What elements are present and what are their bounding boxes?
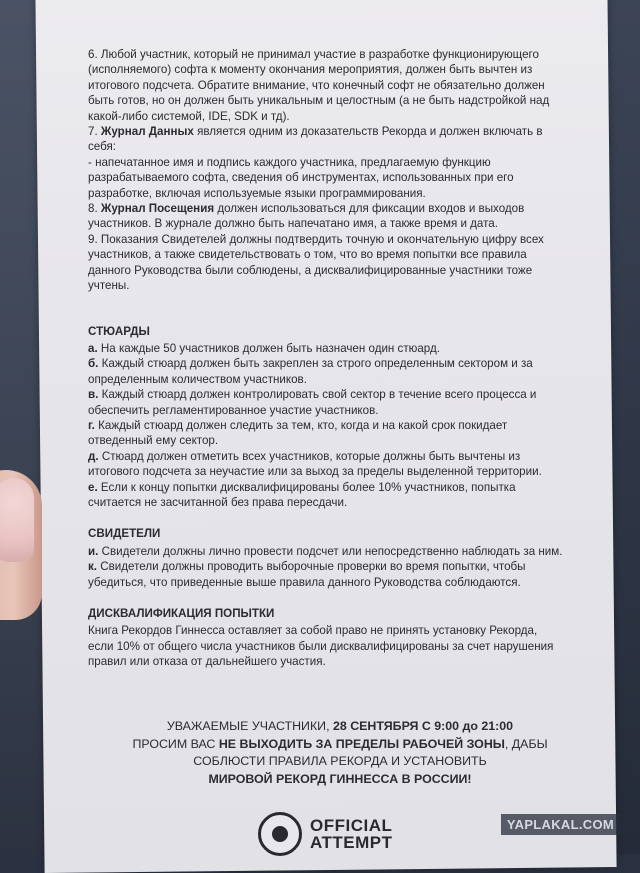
disqualification-text: Книга Рекордов Гиннесса оставляет за собой право не принять установку Рекорда, если 10% от общего числа участников были дисквалифицированы за счет нарушения правил или отказа от дальнейшего участия.	[88, 624, 554, 669]
item-text: Свидетели должны лично провести подсчет или непосредственно наблюдать за ним.	[101, 544, 563, 558]
guinness-official-attempt-logo	[258, 812, 393, 856]
closing-emphasis: НЕ ВЫХОДИТЬ ЗА ПРЕДЕЛЫ РАБОЧЕЙ ЗОНЫ	[218, 736, 505, 751]
witness-item-i	[88, 544, 564, 559]
item-letter: а.	[88, 341, 98, 355]
document-body	[88, 47, 564, 670]
rule-7-bold: Журнал Данных	[100, 125, 194, 139]
spacer	[88, 294, 564, 308]
closing-notice	[80, 718, 600, 788]
item-letter: б.	[88, 357, 99, 371]
item-letter: к.	[88, 560, 98, 574]
fingernail	[0, 478, 34, 562]
steward-item-e	[88, 480, 564, 511]
closing-date: 28 СЕНТЯБРЯ С 9:00 до 21:00	[332, 719, 514, 733]
logo-line-2: ATTEMPT	[310, 833, 393, 852]
steward-item-b	[88, 356, 564, 387]
rule-8-number: 8.	[88, 202, 98, 216]
rule-7-text: является одним из доказательств Рекорда и должен включать в себя:	[88, 125, 543, 154]
stewards-title: СТЮАРДЫ	[88, 324, 150, 338]
watermark: YAPLAKAL.COM	[501, 814, 620, 835]
item-letter: д.	[88, 449, 99, 463]
item-letter: и.	[88, 544, 99, 558]
closing-text: ПРОСИМ ВАС	[132, 736, 216, 751]
closing-line-2	[80, 736, 600, 754]
logo-line-1: OFFICIAL	[310, 816, 393, 835]
rule-8	[88, 201, 564, 232]
item-text: Если к концу попытки дисквалифицированы более 10% участников, попытка считается не засчитанной без права пересдачи.	[88, 480, 516, 509]
item-text: Каждый стюард должен быть закреплен за строго определенным сектором и за определенным количеством участников.	[88, 357, 533, 386]
item-text: Каждый стюард должен следить за тем, кто, когда и на какой срок покидает отведенный ему сектор.	[88, 418, 508, 448]
rule-6: 6. Любой участник, который не принимал участие в разработке функционирующего (исполняемого) софта к моменту окончания мероприятия, должен быть вычтен из итогового подсчета. Обратите внимание, что конечный софт не обязательно должен быть готов, но он должен быть уникальным и целостным (а не быть надстройкой над какой-либо системой, IDE, SDK и тд).	[88, 48, 550, 123]
disqualification-title: ДИСКВАЛИФИКАЦИЯ ПОПЫТКИ	[88, 607, 275, 620]
steward-item-v	[88, 387, 564, 418]
item-text: Стюард должен отметить всех участников, которые должны быть вычтены из итогового подсчета за неучастие или за выход за пределы выделенной территории.	[88, 449, 542, 479]
item-text: Каждый стюард должен контролировать свой сектор в течение всего процесса и обеспечить регламентированное участие участников.	[88, 388, 537, 417]
closing-line-1	[80, 718, 600, 736]
logo-text	[310, 817, 393, 851]
closing-line-4: МИРОВОЙ РЕКОРД ГИННЕССА В РОССИИ!	[208, 771, 472, 786]
item-text: Свидетели должны проводить выборочные проверки во время попытки, чтобы убедиться, что приведенные выше правила данного Руководства соблюдаются.	[88, 560, 526, 589]
steward-item-g	[88, 418, 564, 449]
steward-item-a	[88, 341, 564, 356]
witnesses-title: СВИДЕТЕЛИ	[88, 527, 161, 541]
steward-item-d	[88, 449, 564, 480]
closing-text: , ДАБЫ	[504, 736, 548, 751]
witness-item-k	[88, 559, 564, 590]
item-letter: г.	[88, 418, 95, 432]
rule-7-item: - напечатанное имя и подпись каждого участника, предлагаемую функцию разрабатываемого софта, сведения об инструментах, использованных при его разработке, включая используемые языки программирования.	[88, 155, 514, 200]
rule-9: 9. Показания Свидетелей должны подтвердить точную и окончательную цифру всех участников, а также свидетельствовать о том, что во время попытки все правила данного Руководства были соблюдены, а дисквалифицированные участники тоже учтены.	[88, 232, 544, 293]
item-letter: в.	[88, 388, 99, 402]
rule-7-number: 7.	[88, 125, 98, 139]
closing-text: УВАЖАЕМЫЕ УЧАСТНИКИ,	[166, 719, 330, 733]
guinness-seal-icon	[258, 812, 302, 856]
item-text: На каждые 50 участников должен быть назначен один стюард.	[100, 341, 440, 355]
item-letter: е.	[88, 480, 98, 494]
rule-8-bold: Журнал Посещения	[100, 202, 215, 216]
rule-7	[88, 124, 564, 155]
rule-8-text: должен использоваться для фиксации входов и выходов участников. В журнале должно быть напечатано имя, а также время и дата.	[88, 202, 525, 231]
closing-line-3: СОБЛЮСТИ ПРАВИЛА РЕКОРДА И УСТАНОВИТЬ	[193, 754, 487, 768]
